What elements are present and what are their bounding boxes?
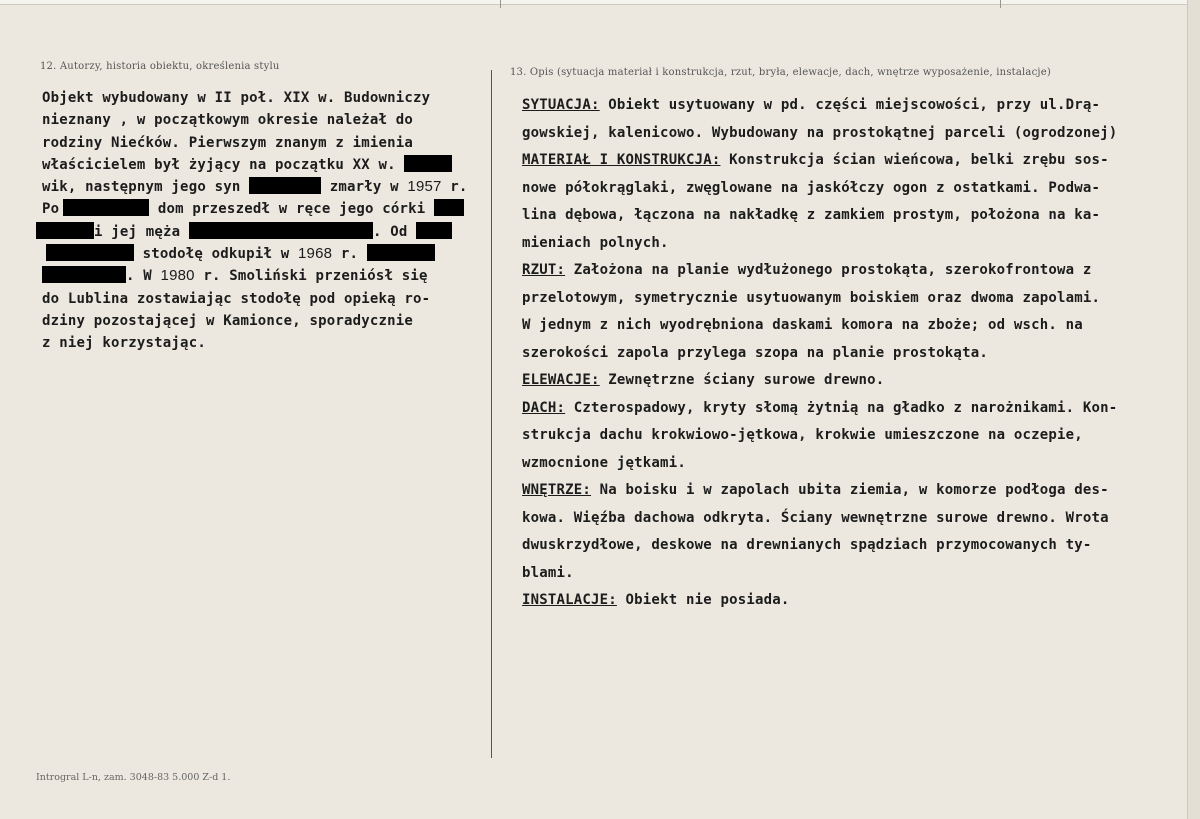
- text-fragment: w: [280, 246, 290, 263]
- text-line: nieznany , w początkowym okresie należał do: [42, 112, 414, 129]
- printer-imprint: Introgral L-n, zam. 3048-83 5.000 Z-d 1.: [36, 772, 231, 783]
- redaction-box: [404, 155, 452, 172]
- text-line: wzmocnione jętkami.: [522, 454, 686, 471]
- redaction-box: [249, 177, 321, 194]
- text-fragment: Założona na planie wydłużonego prostokąta, szerokofrontowa z: [565, 262, 1092, 278]
- redaction-box: [63, 199, 149, 216]
- text-line: lina dębowa, łączona na nakładkę z zamkiem prostym, położona na ka-: [522, 207, 1101, 223]
- redaction-box: [367, 244, 435, 261]
- description-text: [522, 92, 1194, 615]
- year-text: 1980: [160, 267, 195, 285]
- section-elewacje: [522, 367, 1194, 395]
- redaction-box: [416, 222, 452, 239]
- section-sytuacja: [522, 92, 1194, 120]
- text-fragment: r.: [340, 246, 359, 263]
- section-heading: MATERIAŁ I KONSTRUKCJA:: [522, 152, 721, 168]
- section-heading: ELEWACJE:: [522, 372, 600, 388]
- section-heading: WNĘTRZE:: [522, 482, 592, 498]
- text-fragment: dom przeszedł w ręce jego córki: [157, 201, 426, 218]
- text-line: Objekt wybudowany w II poł. XIX w. Budowniczy: [42, 90, 431, 106]
- text-fragment: . Od: [372, 223, 408, 240]
- text-line: mieniach polnych.: [522, 234, 669, 251]
- text-fragment: właścicielem był żyjący na początku XX w.: [42, 156, 396, 173]
- text-line: do Lublina zostawiając stodołę pod opieką ro-: [42, 290, 431, 307]
- text-line: [42, 198, 492, 220]
- section-instalacje: [522, 587, 1194, 615]
- redaction-box: [46, 244, 134, 261]
- section-wnetrze: [522, 477, 1194, 505]
- section-12-header: 12. Autorzy, historia obiektu, określenia stylu: [40, 61, 280, 72]
- history-text: [42, 87, 492, 355]
- text-line: [42, 176, 492, 198]
- section-material: [522, 147, 1194, 175]
- edge-tick: [1000, 0, 1001, 8]
- year-text: 1957: [407, 178, 442, 196]
- text-fragment: r. Smoliński przeniósł się: [203, 268, 428, 285]
- text-line: z niej korzystając.: [42, 335, 206, 352]
- text-line: [42, 243, 492, 265]
- redaction-box: [42, 266, 126, 283]
- text-line: dziny pozostającej w Kamionce, sporadycznie: [42, 312, 414, 329]
- text-line: gowskiej, kalenicowo. Wybudowany na prostokątnej parceli (ogrodzonej): [522, 124, 1118, 141]
- text-fragment: i jej męża: [94, 223, 181, 240]
- redaction-box: [189, 222, 373, 239]
- text-line: szerokości zapola przylega szopa na planie prostokąta.: [522, 344, 988, 361]
- edge-tick: [500, 0, 501, 8]
- text-line: [42, 154, 492, 176]
- section-heading: DACH:: [522, 399, 566, 416]
- redaction-box: [434, 199, 464, 216]
- text-fragment: Na boisku i w zapolach ubita ziemia, w komorze podłoga des-: [591, 482, 1109, 498]
- text-line: nowe półokrąglaki, zwęglowane na jaskółczy ogon z ostatkami. Podwa-: [522, 179, 1101, 196]
- section-dach: [522, 395, 1194, 423]
- text-line: przelotowym, symetrycznie usytuowanym boiskiem oraz dwoma zapolami.: [522, 289, 1101, 306]
- text-fragment: r.: [450, 179, 468, 196]
- text-fragment: zmarły w: [329, 179, 399, 196]
- section-13-header: 13. Opis (sytuacja materiał i konstrukcja, rzut, bryła, elewacje, dach, wnętrze wyposażenie, instalacje): [510, 67, 1051, 78]
- section-rzut: [522, 257, 1194, 285]
- text-line: W jednym z nich wyodrębniona daskami komora na zboże; od wsch. na: [522, 317, 1083, 333]
- year-text: 1968: [298, 245, 333, 263]
- text-line: [42, 265, 492, 287]
- text-line: kowa. Więźba dachowa odkryta. Ściany wewnętrzne surowe drewno. Wrota: [522, 509, 1109, 526]
- text-fragment: Obiekt nie posiada.: [616, 592, 790, 608]
- text-line: dwuskrzydłowe, deskowe na drewnianych spądziach przymocowanych ty-: [522, 537, 1092, 553]
- section-heading: SYTUACJA:: [522, 97, 600, 113]
- text-fragment: wik, następnym jego syn: [42, 179, 241, 196]
- text-fragment: Czterospadowy, kryty słomą żytnią na gładko z narożnikami. Kon-: [565, 399, 1118, 416]
- section-heading: RZUT:: [522, 262, 566, 278]
- redaction-box: [36, 222, 94, 239]
- text-fragment: . W: [126, 268, 152, 285]
- text-fragment: Zewnętrzne ściany surowe drewno.: [599, 372, 885, 388]
- text-fragment: stodołę odkupił: [142, 246, 273, 263]
- text-line: strukcja dachu krokwiowo-jętkowa, krokwie umieszczone na oczepie,: [522, 427, 1083, 443]
- text-line: [42, 221, 492, 243]
- text-line: blami.: [522, 564, 574, 581]
- section-heading: INSTALACJE:: [522, 592, 617, 608]
- text-line: rodziny Niećków. Pierwszym znanym z imienia: [42, 134, 414, 151]
- text-fragment: Obiekt usytuowany w pd. części miejscowości, przy ul.Drą-: [599, 97, 1101, 113]
- text-fragment: Konstrukcja ścian wieńcowa, belki zrębu sos-: [720, 152, 1109, 168]
- card-top-edge: [0, 0, 1200, 5]
- text-fragment: Po: [42, 201, 60, 218]
